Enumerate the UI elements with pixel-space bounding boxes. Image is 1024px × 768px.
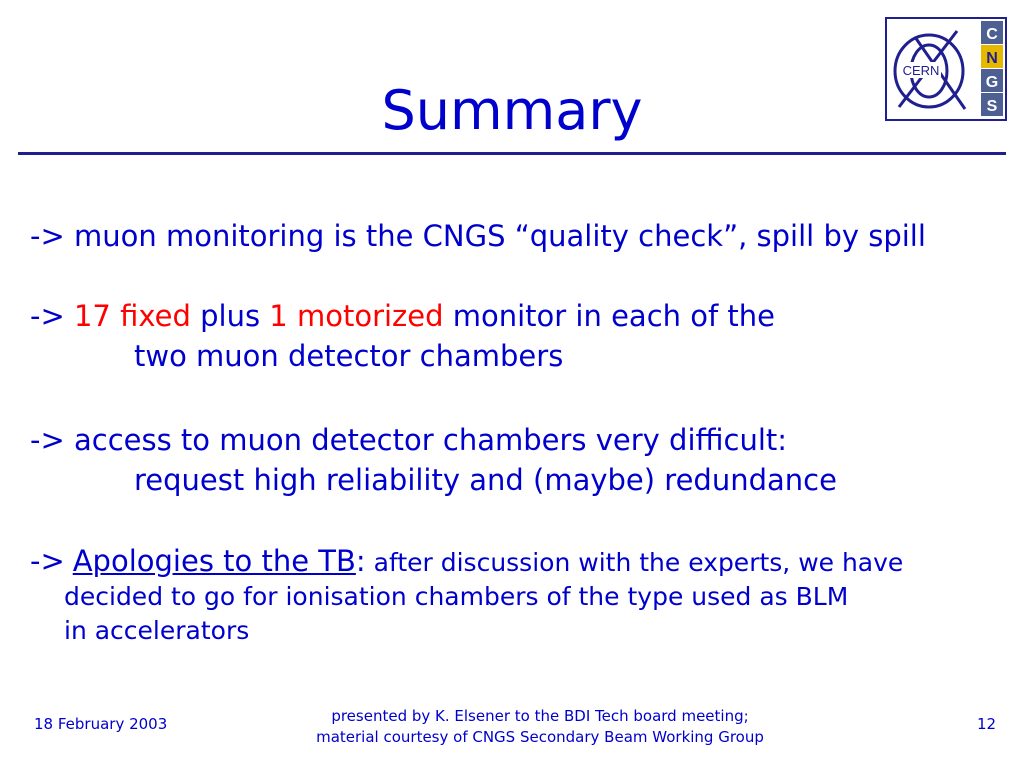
bullet-line-1 [30,544,903,580]
logo-cern-text: CERN [902,63,940,78]
apologies-link[interactable]: Apologies to the TB [72,544,356,578]
bullet-line-2: two muon detector chambers [134,339,564,373]
slide-title: Summary [381,79,643,142]
logo-letter-g: G [985,74,999,91]
bullet-access [30,420,837,500]
plus-text: plus [200,299,261,333]
logo-letter-s: S [986,98,998,115]
bullet-line-2: request high reliability and (maybe) redundance [134,463,837,497]
footer-credits-line-1: presented by K. Elsener to the BDI Tech board meeting; [331,707,749,725]
bullet-apologies [30,544,903,648]
bullet-line-2: decided to go for ionisation chambers of the type used as BLM [64,582,849,611]
bullet-monitors [30,296,775,376]
colon-text: : [355,544,366,578]
logo-letter-c: C [986,26,998,43]
fixed-count-text: 17 fixed [73,299,191,333]
monitor-text: monitor in each of the [452,299,776,333]
bullet-arrow: -> [30,544,65,578]
logo-svg [885,17,1007,121]
bullet-line-3: in accelerators [64,616,250,645]
bullet-arrow: -> [30,299,65,333]
bullet-text: muon monitoring is the CNGS “quality check”, spill by spill [73,219,926,253]
footer-date: 18 February 2003 [34,715,168,733]
cern-cngs-logo [885,17,1007,121]
bullet-text: access to muon detector chambers very difficult: [73,423,788,457]
title-divider [18,152,1006,155]
footer-credits-line-2: material courtesy of CNGS Secondary Beam Working Group [316,728,764,746]
footer-credits [0,706,1024,748]
logo-letter-n: N [986,50,998,67]
bullet-line-1 [30,296,775,336]
bullet-quality-check [30,216,926,256]
bullet-arrow: -> [30,219,65,253]
bullet-arrow: -> [30,423,65,457]
bullet-line-1 [30,420,837,460]
page-number: 12 [977,715,997,733]
bullet-text: after discussion with the experts, we have [373,548,904,577]
motorized-count-text: 1 motorized [269,299,444,333]
